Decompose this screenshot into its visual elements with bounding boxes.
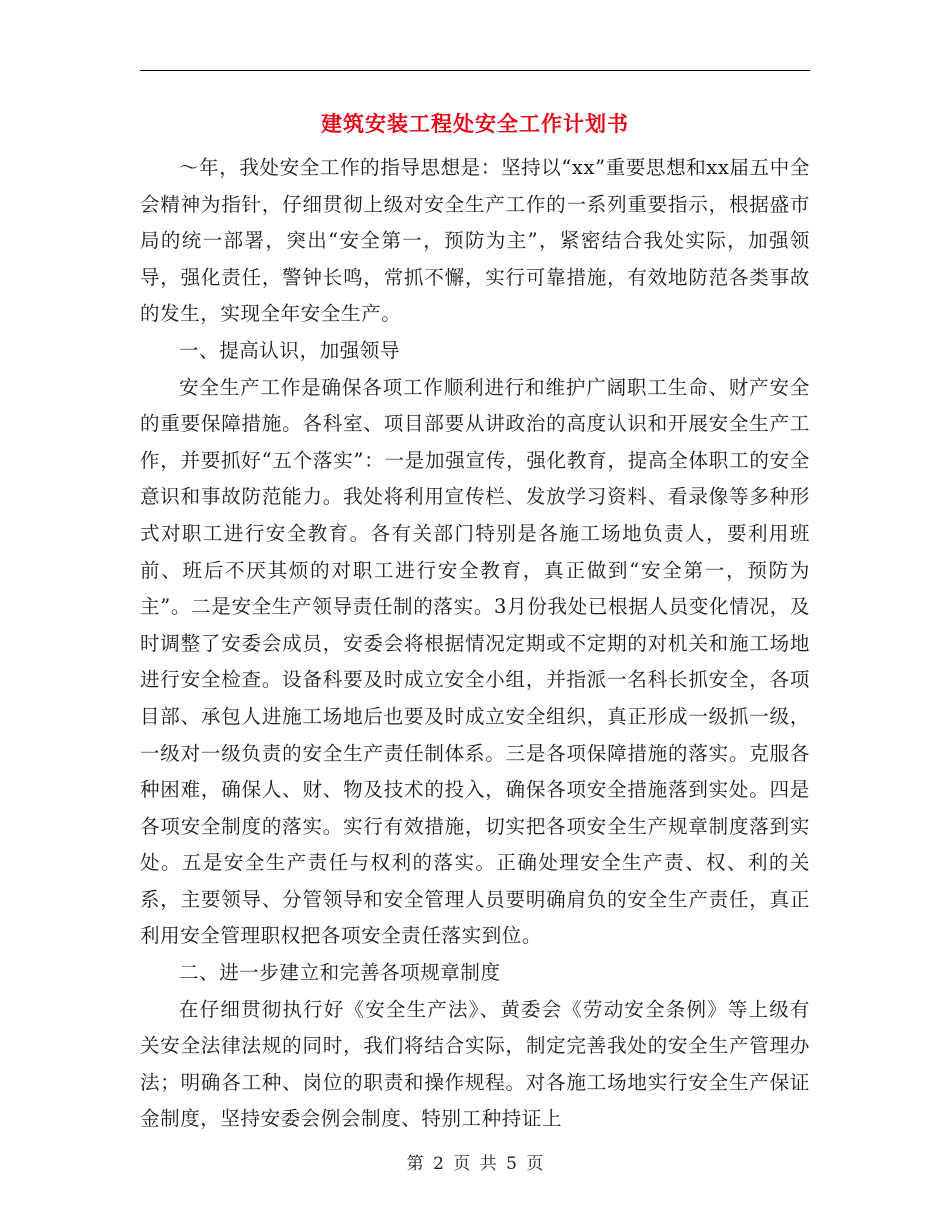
section-heading-2: 二、进一步建立和完善各项规章制度 <box>179 961 501 985</box>
header-rule <box>140 70 810 71</box>
document-title: 建筑安装工程处安全工作计划书 <box>321 111 629 136</box>
section-heading-1: 一、提高认识，加强领导 <box>179 338 401 362</box>
document-body <box>140 150 810 1138</box>
intro-paragraph: ～年，我处安全工作的指导思想是：坚持以“xx”重要思想和xx届五中全会精神为指针，仔细贯彻上级对安全生产工作的一系列重要指示，根据盛市局的统一部署，突出“安全第一，预防为主”，紧密结合我处实际，加强领导，强化责任，警钟长鸣，常抓不懈，实行可靠措施，有效地防范各类事故的发生，实现全年安全生产。 <box>140 156 810 326</box>
section-1-paragraph: 安全生产工作是确保各项工作顺利进行和维护广阔职工生命、财产安全的重要保障措施。各科室、项目部要从讲政治的高度认识和开展安全生产工作，并要抓好“五个落实”：一是加强宣传，强化教育，提高全体职工的安全意识和事故防范能力。我处将利用宣传栏、发放学习资料、看录像等多种形式对职工进行安全教育。各有关部门特别是各施工场地负责人，要利用班前、班后不厌其烦的对职工进行安全教育，真正做到“安全第一，预防为主”。二是安全生产领导责任制的落实。3月份我处已根据人员变化情况，及时调整了安委会成员，安委会将根据情况定期或不定期的对机关和施工场地进行安全检查。设备科要及时成立安全小组，并指派一名科长抓安全，各项目部、承包人进施工场地后也要及时成立安全组织，真正形成一级抓一级，一级对一级负责的安全生产责任制体系。三是各项保障措施的落实。克服各种困难，确保人、财、物及技术的投入，确保各项安全措施落到实处。四是各项安全制度的落实。实行有效措施，切实把各项安全生产规章制度落到实处。五是安全生产责任与权利的落实。正确处理安全生产责、权、利的关系，主要领导、分管领导和安全管理人员要明确肩负的安全生产责任，真正利用安全管理职权把各项安全责任落实到位。 <box>140 375 810 948</box>
page-number-footer: 第 2 页 共 5 页 <box>406 1154 544 1174</box>
section-2-paragraph: 在仔细贯彻执行好《安全生产法》、黄委会《劳动安全条例》等上级有关安全法律法规的同时，我们将结合实际，制定完善我处的安全生产管理办法；明确各工种、岗位的职责和操作规程。对各施工场地实行安全生产保证金制度，坚持安委会例会制度、特别工种持证上 <box>140 997 810 1131</box>
